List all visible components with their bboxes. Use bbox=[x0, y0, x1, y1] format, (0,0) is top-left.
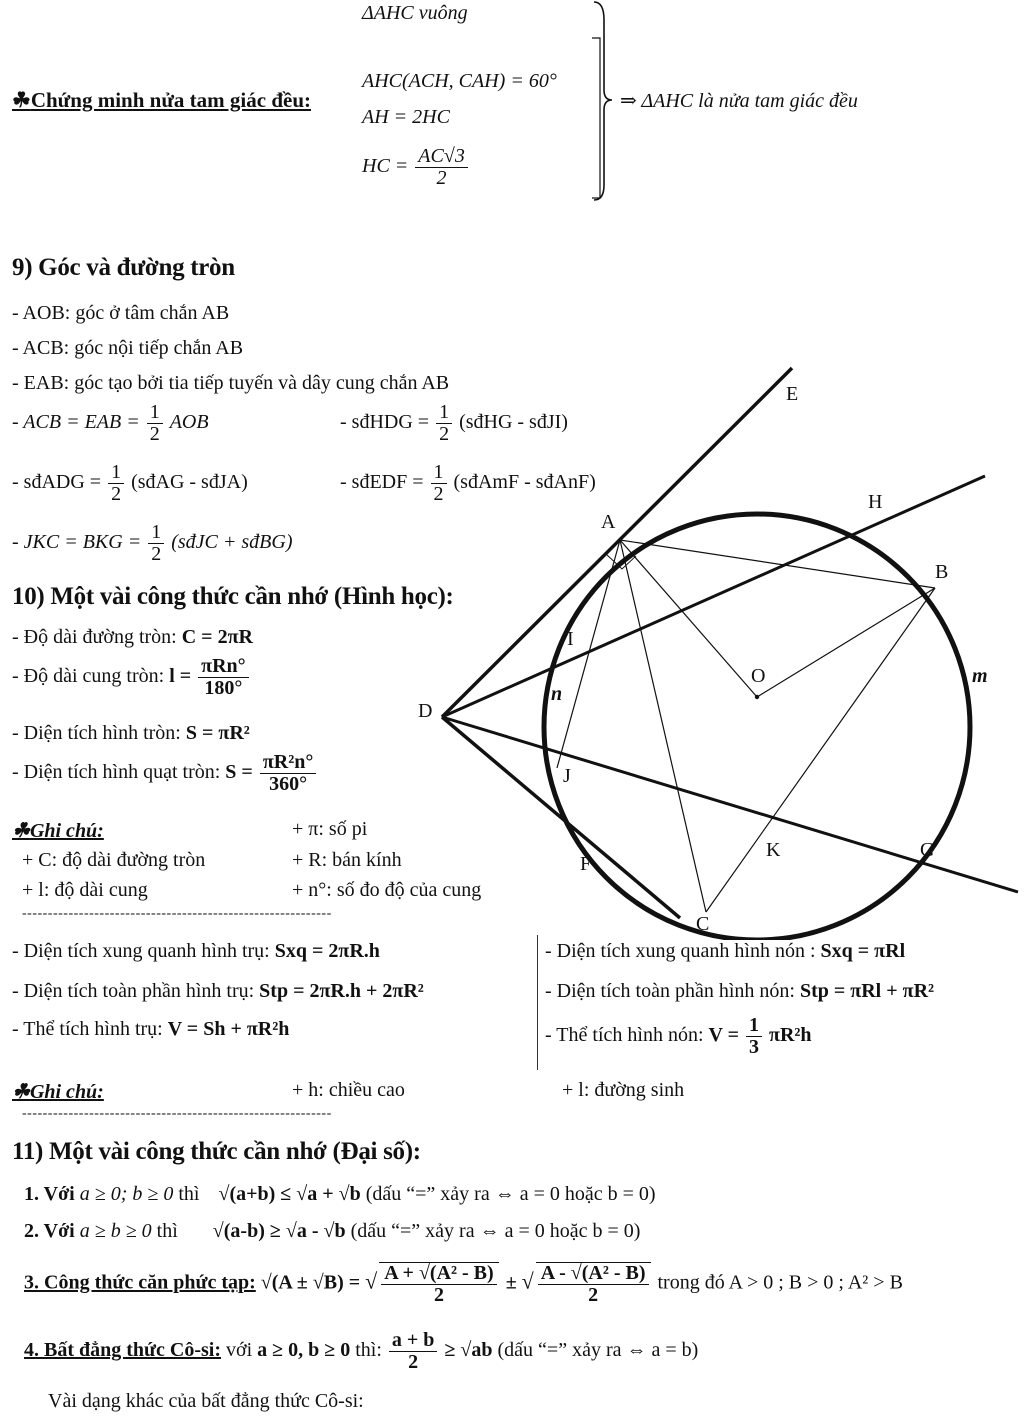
note-r: + R: bán kính bbox=[292, 849, 402, 871]
label-b: B bbox=[935, 561, 949, 583]
arc-length-line bbox=[12, 656, 251, 699]
row3-lhs: √(A ± √B) = bbox=[260, 1271, 361, 1294]
cylinder-volume-formula: V = Sh + πR²h bbox=[167, 1018, 290, 1040]
cone-third-fraction bbox=[746, 1015, 762, 1058]
label-n: n bbox=[551, 683, 563, 705]
label-f: F bbox=[580, 853, 592, 875]
cone-volume-rhs: πR²h bbox=[768, 1024, 812, 1047]
label-i: I bbox=[567, 628, 574, 650]
cone-volume-line bbox=[545, 1015, 812, 1058]
circle-area-formula: S = πR² bbox=[185, 722, 250, 744]
half-num: 1 bbox=[436, 402, 452, 424]
center-point bbox=[755, 695, 759, 699]
note-label-2-text: Ghi chú: bbox=[29, 1081, 104, 1103]
cylinder-total-formula: Stp = 2πR.h + 2πR² bbox=[259, 980, 424, 1002]
angle-eab-line: - EAB: góc tạo bởi tia tiếp tuyến và dây cung chắn AB bbox=[12, 372, 450, 394]
sector-area-lhs: S = bbox=[225, 761, 253, 784]
note-c: + C: độ dài đường tròn bbox=[22, 849, 206, 871]
row2-lead: 2. Với bbox=[24, 1220, 75, 1242]
label-d: D bbox=[418, 700, 433, 722]
sector-area-line bbox=[12, 752, 318, 795]
formula-acb-rhs: AOB bbox=[169, 411, 209, 434]
row3-num-1: A + √(A² - B) bbox=[381, 1263, 496, 1285]
secant-dg bbox=[442, 717, 1018, 892]
sector-area-fraction bbox=[260, 752, 317, 795]
label-e: E bbox=[786, 383, 799, 405]
label-a: A bbox=[601, 511, 616, 533]
circle-area-line bbox=[12, 722, 250, 745]
circumference-formula: C = 2πR bbox=[181, 626, 253, 648]
hc-num: AC√3 bbox=[415, 146, 468, 168]
cylinder-total-label: - Diện tích toàn phần hình trụ: bbox=[12, 980, 255, 1002]
half-den: 2 bbox=[149, 423, 160, 445]
cone-lateral-formula: Sxq = πRl bbox=[820, 940, 906, 962]
hc-den: 2 bbox=[436, 167, 447, 189]
row3-den-2: 2 bbox=[588, 1284, 599, 1306]
sector-area-num: πR²n° bbox=[260, 752, 317, 774]
arc-length-den: 180° bbox=[204, 677, 243, 699]
row3-plusminus: ± bbox=[505, 1271, 517, 1294]
cylinder-volume-line bbox=[12, 1018, 289, 1041]
row3-frac-2 bbox=[536, 1262, 651, 1306]
sqrt-icon: √ bbox=[365, 1268, 378, 1294]
row4-note: (dấu “=” xảy ra ⇔ a = b) bbox=[497, 1339, 699, 1362]
arc-length-fraction bbox=[198, 656, 249, 699]
row2-note: (dấu “=” xảy ra ⇔ a = 0 hoặc b = 0) bbox=[350, 1220, 641, 1242]
clover-icon: ☘ bbox=[12, 820, 30, 842]
row4-rhs: ≥ √ab bbox=[444, 1339, 493, 1362]
row1-lead: 1. Với bbox=[24, 1183, 75, 1205]
row1-then: thì bbox=[178, 1183, 200, 1205]
label-c: C bbox=[696, 913, 710, 935]
formula-edf-lhs: - sđEDF = bbox=[340, 471, 424, 494]
row2-cond: a ≥ b ≥ 0 bbox=[79, 1220, 152, 1242]
cylinder-lateral-line bbox=[12, 940, 380, 963]
row2-formula: √(a-b) ≥ √a - √b bbox=[212, 1220, 346, 1242]
angle-acb-line: - ACB: góc nội tiếp chắn AB bbox=[12, 337, 244, 359]
cone-volume-lhs: V = bbox=[708, 1024, 739, 1047]
row2-then: thì bbox=[156, 1220, 178, 1242]
algebra-row-2 bbox=[24, 1220, 640, 1243]
cylinder-lateral-formula: Sxq = 2πR.h bbox=[274, 940, 380, 962]
top-line-2: AHC(ACH, CAH) = 60° bbox=[362, 70, 557, 92]
sqrt-icon: √ bbox=[521, 1268, 534, 1294]
half-num: 1 bbox=[148, 522, 164, 544]
angle-aob-line: - AOB: góc ở tâm chắn AB bbox=[12, 302, 230, 324]
sector-area-label: - Diện tích hình quạt tròn: bbox=[12, 761, 221, 784]
top-line-3: AH = 2HC bbox=[362, 106, 450, 128]
cone-third-den: 3 bbox=[748, 1036, 759, 1058]
row3-den-1: 2 bbox=[433, 1284, 444, 1306]
formula-acb-lhs: - ACB = EAB = bbox=[12, 411, 140, 434]
label-k: K bbox=[766, 839, 781, 861]
cylinder-total-line bbox=[12, 980, 424, 1003]
arc-length-label: - Độ dài cung tròn: bbox=[12, 665, 165, 688]
cone-total-line bbox=[545, 980, 934, 1003]
label-m: m bbox=[972, 665, 988, 687]
clover-icon: ☘ bbox=[12, 88, 31, 112]
section-9-title: 9) Góc và đường tròn bbox=[12, 254, 235, 281]
row3-lead: 3. Công thức căn phức tạp: bbox=[24, 1271, 256, 1294]
label-o: O bbox=[751, 665, 766, 687]
row4-lead: 4. Bất đẳng thức Cô-si: bbox=[24, 1339, 222, 1362]
arc-length-lhs: l = bbox=[169, 665, 192, 688]
divider-1: ------------------------------------------------------------ bbox=[22, 906, 332, 921]
radius-ao bbox=[620, 540, 757, 697]
formula-jkc-rhs: (sđJC + sđBG) bbox=[171, 531, 293, 554]
row3-frac-1 bbox=[379, 1262, 498, 1306]
circumference-label: - Độ dài đường tròn: bbox=[12, 626, 177, 648]
row1-formula: √(a+b) ≤ √a + √b bbox=[218, 1183, 361, 1205]
row4-with: với bbox=[226, 1339, 253, 1362]
cone-lateral-label: - Diện tích xung quanh hình nón : bbox=[545, 940, 816, 962]
row3-num-2: A - √(A² - B) bbox=[538, 1263, 649, 1285]
half-den: 2 bbox=[433, 483, 444, 505]
algebra-row-1 bbox=[24, 1183, 656, 1206]
proof-result: ⇒ ΔAHC là nửa tam giác đều bbox=[620, 90, 858, 112]
clover-icon: ☘ bbox=[12, 1081, 30, 1103]
half-num: 1 bbox=[431, 462, 447, 484]
half-den: 2 bbox=[151, 543, 162, 565]
cylinder-volume-label: - Thể tích hình trụ: bbox=[12, 1018, 163, 1040]
note-label-2 bbox=[12, 1079, 104, 1104]
circle-area-label: - Diện tích hình tròn: bbox=[12, 722, 181, 744]
algebra-row-4 bbox=[24, 1330, 698, 1373]
row3-cond: trong đó A > 0 ; B > 0 ; A² > B bbox=[657, 1271, 903, 1294]
formula-hdg-rhs: (sđHG - sđJI) bbox=[459, 411, 568, 434]
row1-note: (dấu “=” xảy ra ⇔ a = 0 hoặc b = 0) bbox=[365, 1183, 656, 1205]
formula-hdg-lhs: - sđHDG = bbox=[340, 411, 430, 434]
label-g: G bbox=[920, 839, 935, 861]
note-h: + h: chiều cao bbox=[292, 1079, 405, 1101]
section-10-title: 10) Một vài công thức cần nhớ (Hình học): bbox=[12, 583, 454, 610]
half-den: 2 bbox=[111, 483, 122, 505]
row4-fraction bbox=[389, 1330, 438, 1373]
cosi-variants-line: Vài dạng khác của bất đẳng thức Cô-si: bbox=[48, 1390, 364, 1412]
column-divider bbox=[537, 935, 538, 1070]
proof-label-text: Chứng minh nửa tam giác đều: bbox=[30, 88, 311, 112]
sector-area-den: 360° bbox=[269, 773, 308, 795]
cylinder-lateral-label: - Diện tích xung quanh hình trụ: bbox=[12, 940, 270, 962]
label-j: J bbox=[563, 765, 571, 787]
note-label-1-text: Ghi chú: bbox=[29, 820, 104, 842]
divider-2: ------------------------------------------------------------ bbox=[22, 1106, 332, 1121]
formula-adg-rhs: (sđAG - sđJA) bbox=[131, 471, 248, 494]
row1-cond: a ≥ 0; b ≥ 0 bbox=[79, 1183, 174, 1205]
cone-third-num: 1 bbox=[746, 1015, 762, 1037]
cone-total-formula: Stp = πRl + πR² bbox=[799, 980, 935, 1002]
half-num: 1 bbox=[108, 462, 124, 484]
note-label-1 bbox=[12, 818, 104, 843]
secant-dh bbox=[442, 476, 985, 717]
chord-ab bbox=[620, 540, 935, 588]
hc-lhs: HC = bbox=[362, 155, 409, 178]
cone-volume-label: - Thể tích hình nón: bbox=[545, 1024, 704, 1047]
note-l: + l: độ dài cung bbox=[22, 879, 148, 901]
row4-cond: a ≥ 0, b ≥ 0 bbox=[257, 1339, 351, 1362]
radius-ob bbox=[757, 588, 935, 697]
note-n: + n°: số đo độ của cung bbox=[292, 879, 482, 901]
section-11-title: 11) Một vài công thức cần nhớ (Đại số): bbox=[12, 1138, 421, 1165]
formula-adg-lhs: - sđADG = bbox=[12, 471, 102, 494]
half-num: 1 bbox=[147, 402, 163, 424]
chord-ac bbox=[620, 540, 706, 912]
algebra-row-3 bbox=[24, 1262, 903, 1306]
tangent-de bbox=[442, 368, 792, 717]
row4-num: a + b bbox=[389, 1330, 438, 1352]
row4-then: thì: bbox=[355, 1339, 382, 1362]
note-pi: + π: số pi bbox=[292, 818, 368, 840]
formula-jkc-lhs: - JKC = BKG = bbox=[12, 531, 142, 554]
note-slant: + l: đường sinh bbox=[562, 1079, 685, 1101]
row4-den: 2 bbox=[408, 1351, 419, 1373]
half-den: 2 bbox=[439, 423, 450, 445]
chord-aj bbox=[557, 540, 620, 768]
label-h: H bbox=[868, 491, 883, 513]
circumference-line bbox=[12, 626, 253, 649]
chord-bc bbox=[706, 588, 935, 912]
cone-lateral-line bbox=[545, 940, 905, 963]
formula-edf-rhs: (sđAmF - sđAnF) bbox=[453, 471, 596, 494]
cone-total-label: - Diện tích toàn phần hình nón: bbox=[545, 980, 795, 1002]
top-line-1: ΔAHC vuông bbox=[362, 2, 468, 24]
arc-length-num: πRn° bbox=[198, 656, 249, 678]
